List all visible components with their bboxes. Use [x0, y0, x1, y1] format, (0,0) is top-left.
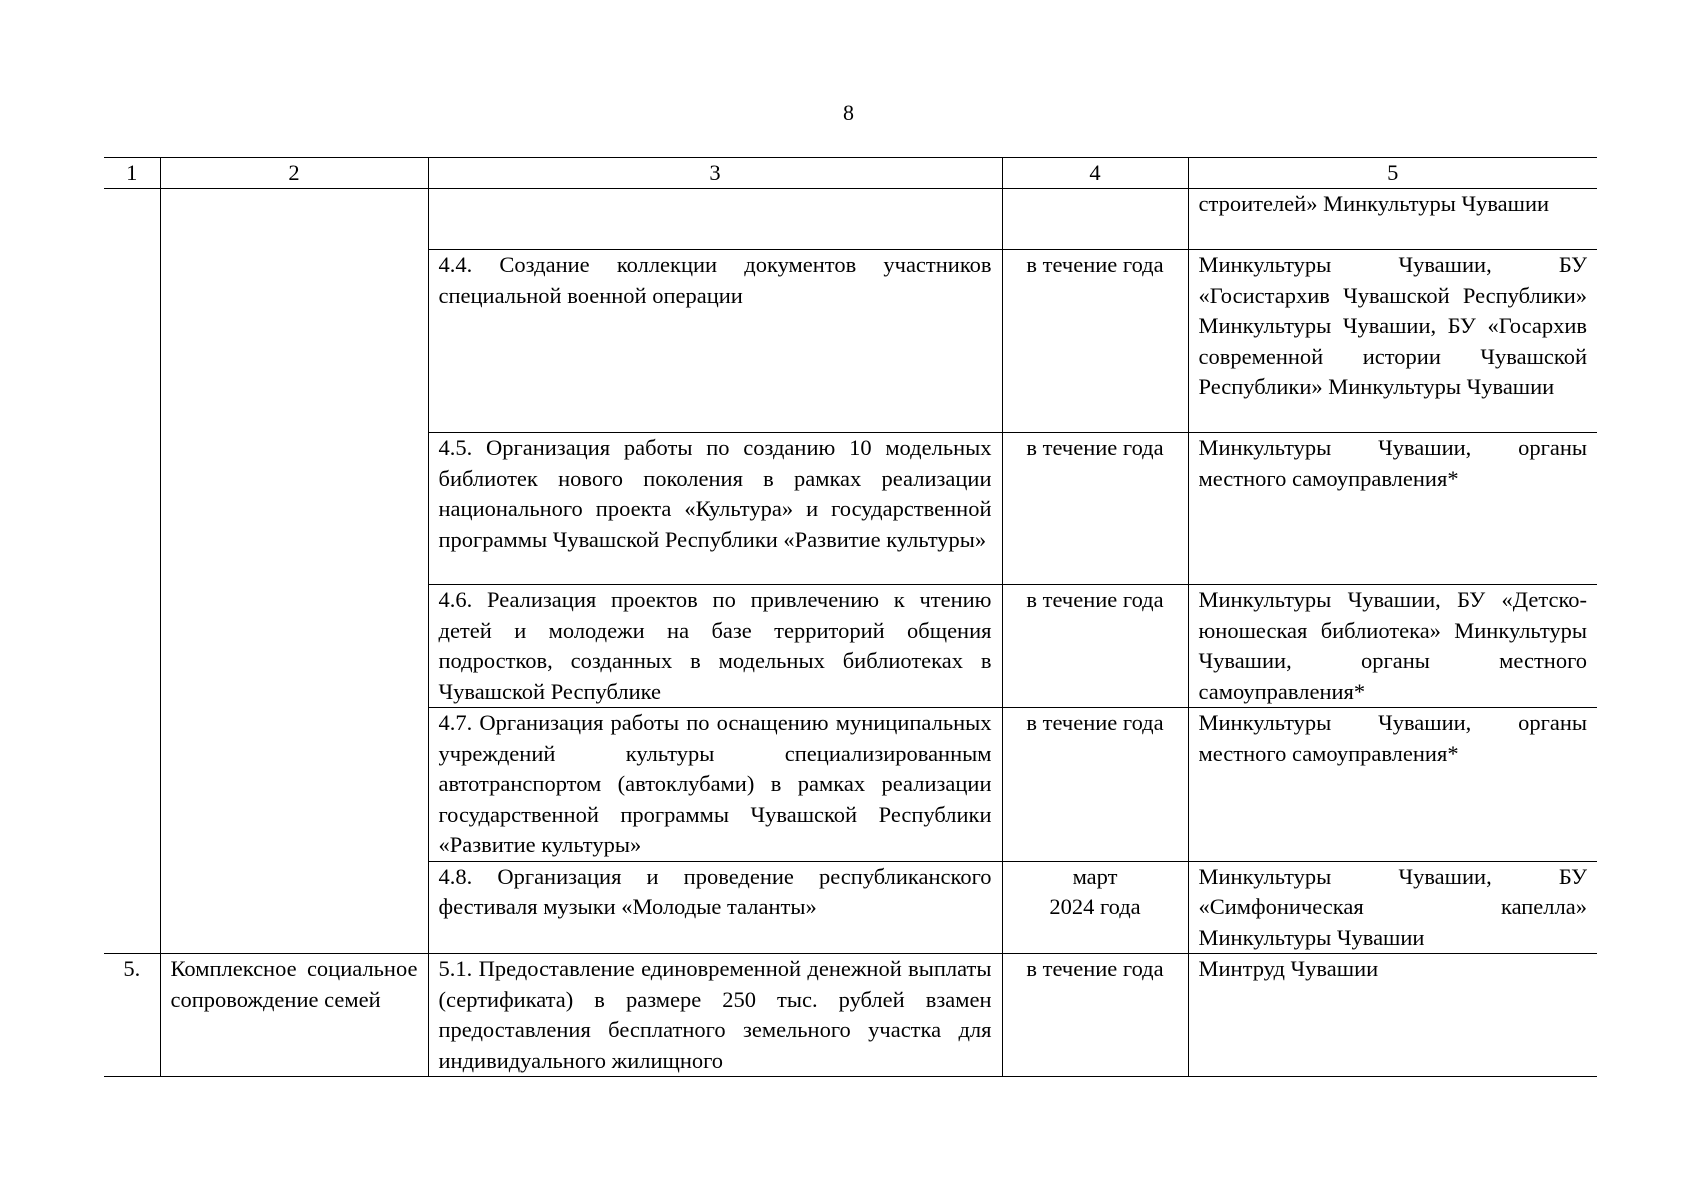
header-col-5: 5: [1188, 158, 1597, 189]
deadline-month: март: [1072, 863, 1118, 889]
deadline-cell: [1002, 189, 1188, 250]
responsible-cell: Минкультуры Чувашии, БУ «Детско-юношеская библиотека» Минкультуры Чувашии, органы местного самоуправления*: [1188, 585, 1597, 708]
section-number-cell: [104, 189, 160, 954]
section-number-cell: 5.: [104, 954, 160, 1077]
deadline-cell: в течение года: [1002, 585, 1188, 708]
deadline-cell: в течение года: [1002, 250, 1188, 433]
table-row: [104, 189, 1597, 250]
deadline-cell: [1002, 861, 1188, 954]
page-number: 8: [843, 100, 854, 125]
header-col-1: 1: [104, 158, 160, 189]
activity-cell: 4.5. Организация работы по созданию 10 модельных библиотек нового поколения в рамках реализации национального проекта «Культура» и государственной программы Чувашской Республики «Развитие культуры»: [428, 433, 1002, 585]
responsible-cell: Минкультуры Чувашии, органы местного самоуправления*: [1188, 708, 1597, 862]
activity-cell: 4.8. Организация и проведение республиканского фестиваля музыки «Молодые таланты»: [428, 861, 1002, 954]
table-header-row: [104, 158, 1597, 189]
responsible-cell: Минкультуры Чувашии, БУ «Госистархив Чувашской Республики» Минкультуры Чувашии, БУ «Госархив современной истории Чувашской Республики» Минкультуры Чувашии: [1188, 250, 1597, 433]
responsible-cell: строителей» Минкультуры Чувашии: [1188, 189, 1597, 250]
activity-cell: 4.6. Реализация проектов по привлечению к чтению детей и молодежи на базе территорий общения подростков, созданных в модельных библиотеках в Чувашской Республике: [428, 585, 1002, 708]
responsible-cell: Минкультуры Чувашии, БУ «Симфоническая капелла» Минкультуры Чувашии: [1188, 861, 1597, 954]
section-title-cell: Комплексное социальное сопровождение семей: [160, 954, 428, 1077]
table-row: [104, 954, 1597, 1077]
plan-table: [104, 157, 1597, 1077]
responsible-cell: Минкультуры Чувашии, органы местного самоуправления*: [1188, 433, 1597, 585]
responsible-cell: Минтруд Чувашии: [1188, 954, 1597, 1077]
header-col-2: 2: [160, 158, 428, 189]
deadline-year: 2024 года: [1049, 894, 1141, 919]
section-title-cell: [160, 189, 428, 954]
deadline-cell: в течение года: [1002, 433, 1188, 585]
deadline-cell: в течение года: [1002, 954, 1188, 1077]
activity-cell: 4.7. Организация работы по оснащению муниципальных учреждений культуры специализированным автотранспортом (автоклубами) в рамках реализации государственной программы Чувашской Республики «Развитие культуры»: [428, 708, 1002, 862]
deadline-cell: в течение года: [1002, 708, 1188, 862]
activity-cell: 5.1. Предоставление единовременной денежной выплаты (сертификата) в размере 250 тыс. рублей взамен предоставления бесплатного земельного участка для индивидуального жилищного: [428, 954, 1002, 1077]
header-col-3: 3: [428, 158, 1002, 189]
activity-cell: 4.4. Создание коллекции документов участников специальной военной операции: [428, 250, 1002, 433]
activity-cell: [428, 189, 1002, 250]
header-col-4: 4: [1002, 158, 1188, 189]
